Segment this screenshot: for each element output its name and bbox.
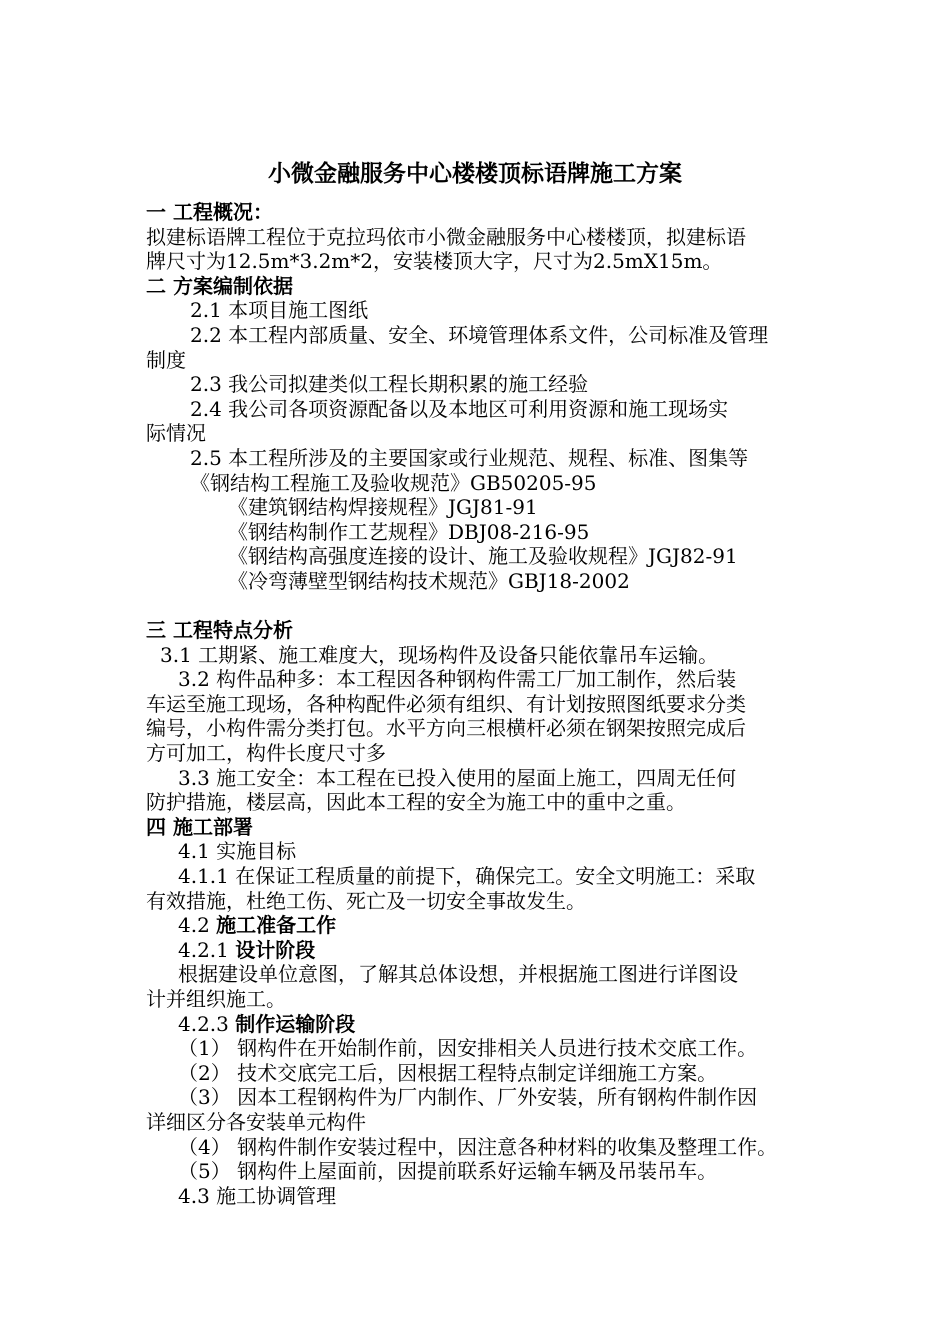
basis-item-cont: 制度 <box>146 347 186 372</box>
feature-item: 3.3 施工安全：本工程在已投入使用的屋面上施工，四周无任何 <box>178 765 737 790</box>
deploy-subheading-number: 4.2.1 <box>178 937 236 962</box>
feature-item-cont: 方可加工，构件长度尺寸多 <box>146 741 386 766</box>
basis-item: 2.2 本工程内部质量、安全、环境管理体系文件，公司标准及管理 <box>190 322 769 347</box>
numbered-item-cont: 详细区分各安装单元构件 <box>146 1109 366 1134</box>
deploy-item: 4.1 实施目标 <box>178 839 297 864</box>
spacer <box>146 594 810 619</box>
section-3-heading: 三 工程特点分析 <box>146 618 293 643</box>
basis-item: 2.1 本项目施工图纸 <box>190 298 369 323</box>
deploy-item: 4.1.1 在保证工程质量的前提下，确保完工。安全文明施工：采取 <box>178 864 756 889</box>
deploy-text-cont: 计并组织施工。 <box>146 987 286 1011</box>
feature-item-cont: 车运至施工现场，各种构配件必须有组织、有计划按照图纸要求分类 <box>146 691 746 716</box>
standard-ref: 《钢结构工程施工及验收规范》GB50205-95 <box>190 470 597 495</box>
section-1-text: 牌尺寸为12.5m*3.2m*2，安装楼顶大字，尺寸为2.5mX15m。 <box>146 249 723 274</box>
deploy-item: 4.3 施工协调管理 <box>178 1183 337 1208</box>
section-4-heading: 四 施工部署 <box>146 814 253 839</box>
standard-ref: 《钢结构高强度连接的设计、施工及验收规程》JGJ82-91 <box>228 544 738 569</box>
standard-ref: 《冷弯薄壁型钢结构技术规范》GBJ18-2002 <box>228 568 630 593</box>
section-1-text: 拟建标语牌工程位于克拉玛依市小微金融服务中心楼楼顶，拟建标语 <box>146 224 746 249</box>
deploy-item-cont: 有效措施，杜绝工伤、死亡及一切安全事故发生。 <box>146 888 586 913</box>
basis-item: 2.4 我公司各项资源配备以及本地区可利用资源和施工现场实 <box>190 396 729 421</box>
deploy-subheading-text: 制作运输阶段 <box>235 1011 356 1036</box>
deploy-subheading <box>146 938 810 963</box>
document-body <box>146 200 810 1208</box>
feature-item-cont: 编号，小构件需分类打包。水平方向三根横杆必须在钢架按照完成后 <box>146 716 746 741</box>
numbered-item: （3） 因本工程钢构件为厂内制作、厂外安装，所有钢构件制作因 <box>178 1085 758 1110</box>
standard-ref: 《建筑钢结构焊接规程》JGJ81-91 <box>228 495 538 520</box>
basis-item-cont: 际情况 <box>146 421 206 446</box>
deploy-subheading-number: 4.2.3 <box>178 1011 236 1036</box>
deploy-subheading <box>146 1012 810 1037</box>
deploy-text: 根据建设单位意图，了解其总体设想，并根据施工图进行详图设 <box>178 962 738 987</box>
deploy-subheading-text: 施工准备工作 <box>216 913 337 938</box>
deploy-subheading-number: 4.2 <box>178 913 217 938</box>
deploy-subheading <box>146 913 810 938</box>
section-2-heading: 二 方案编制依据 <box>146 273 293 298</box>
numbered-item: （5） 钢构件上屋面前，因提前联系好运输车辆及吊装吊车。 <box>178 1159 718 1184</box>
numbered-item: （1） 钢构件在开始制作前，因安排相关人员进行技术交底工作。 <box>178 1036 758 1061</box>
section-1-heading: 一 工程概况： <box>146 200 273 224</box>
document-title: 小微金融服务中心楼楼顶标语牌施工方案 <box>268 161 682 187</box>
feature-item: 3.1 工期紧、施工难度大，现场构件及设备只能依靠吊车运输。 <box>160 642 719 667</box>
feature-item: 3.2 构件品种多：本工程因各种钢构件需工厂加工制作，然后装 <box>178 667 737 692</box>
basis-item: 2.5 本工程所涉及的主要国家或行业规范、规程、标准、图集等 <box>190 445 749 470</box>
numbered-item: （4） 钢构件制作安装过程中，因注意各种材料的收集及整理工作。 <box>178 1134 778 1159</box>
deploy-subheading-text: 设计阶段 <box>235 937 316 962</box>
feature-item-cont: 防护措施，楼层高，因此本工程的安全为施工中的重中之重。 <box>146 790 686 815</box>
basis-item: 2.3 我公司拟建类似工程长期积累的施工经验 <box>190 372 589 397</box>
numbered-item: （2） 技术交底完工后，因根据工程特点制定详细施工方案。 <box>178 1060 718 1085</box>
standard-ref: 《钢结构制作工艺规程》DBJ08-216-95 <box>228 519 590 544</box>
